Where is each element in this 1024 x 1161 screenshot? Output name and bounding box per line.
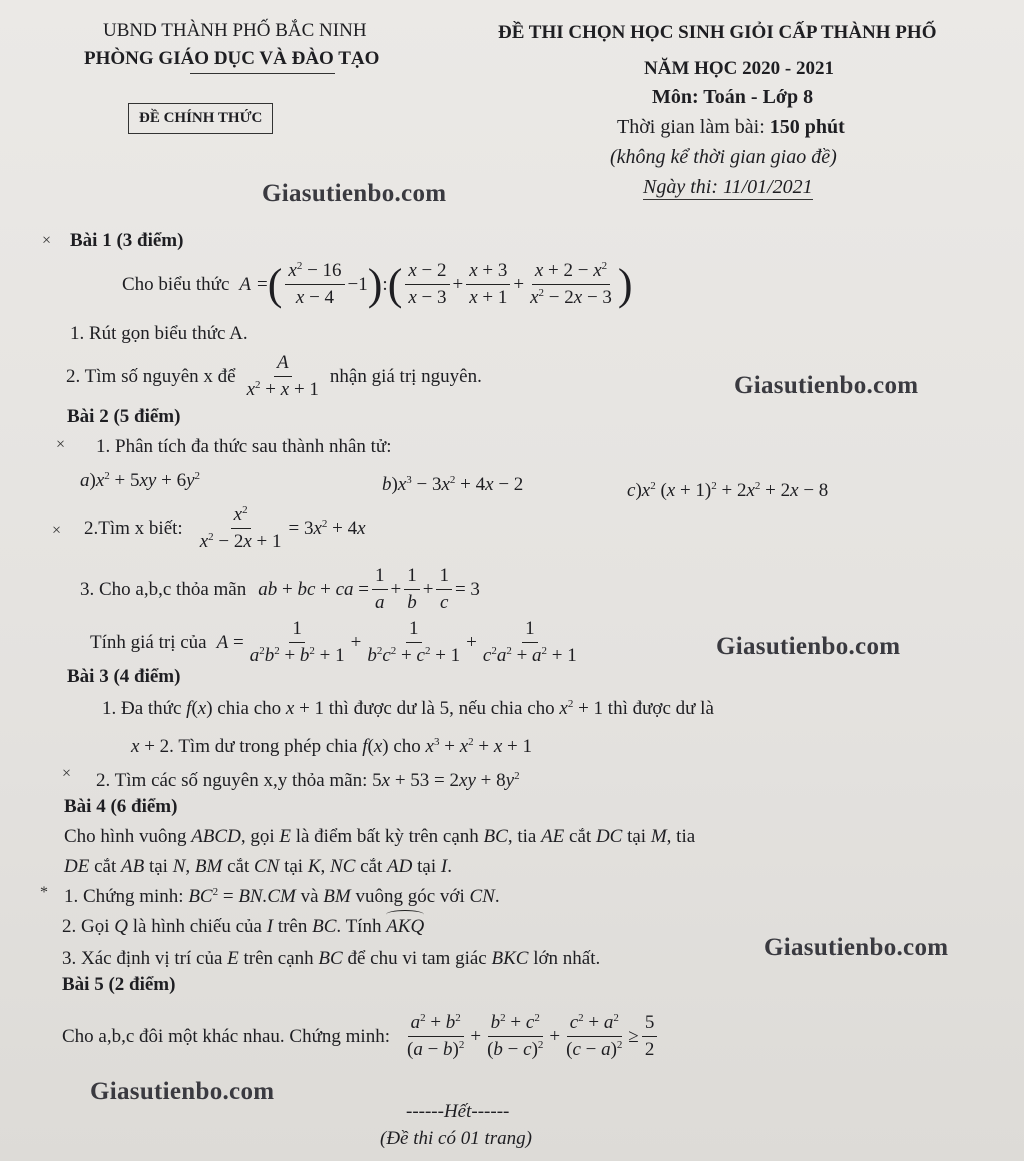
end-mark: ------Hết------ [406,1101,510,1122]
bai4-q3: 3. Xác định vị trí của E trên cạnh BC để chu vi tam giác BKC lớn nhất. [62,948,601,969]
bai4-q2-d: . Tính [336,916,382,937]
bai4-l2-a: cắt [94,856,117,877]
bai5-statement: Cho a,b,c đôi một khác nhau. Chứng minh: $\frac{a^2 + b^2}{(a - b)^2}$ + $\frac{b^2 + c^2}{(b - c)^2}$ + $\frac{c^2 + a^2}{(c - a)^2}$ ≥ $\frac{5}{2}$ [62,1012,660,1061]
margin-mark: × [52,522,62,539]
bai4-l1-c: là điểm bất kỳ trên cạnh [295,826,479,847]
bai3-q1-c: thì được dư là 5, nếu chia cho [328,698,555,719]
watermark: Giasutienbo.com [764,934,949,961]
bai4-q1-a: 1. Chứng minh: [64,886,184,907]
margin-mark: × [62,765,72,782]
margin-mark: × [42,232,52,249]
bai4-l1-f: tại [627,826,647,847]
bai4-l1-g: , tia [666,826,696,847]
bai2-q2-label: 2.Tìm x biết: [84,517,183,539]
bai4-q2-b: là hình chiếu của [132,916,262,937]
bai2-title: Bài 2 (5 điểm) [67,406,181,427]
watermark: Giasutienbo.com [90,1078,275,1105]
bai4-line1: Cho hình vuông ABCD, gọi E là điểm bất kỳ trên cạnh BC, tia AE cắt DC tại M, tia [64,826,696,847]
bai3-q1-e: . Tìm dư trong phép chia [169,736,358,757]
bai2-q3-b: Tính giá trị của [90,631,207,653]
bai4-q2-a: 2. Gọi [62,916,110,937]
watermark: Giasutienbo.com [734,372,919,399]
exam-date: Ngày thi: 11/01/2021 [643,176,813,198]
bai4-l2-h: tại [417,856,437,877]
bai3-q1-line2: x + 2. Tìm dư trong phép chia f(x) cho $x^3 + x^2 + x + 1$ [131,736,532,757]
bai4-l2-c: , [185,856,191,877]
margin-mark: × [56,436,66,453]
bai4-q1: 1. Chứng minh: $BC^2 = BN.CM$ và BM vuông góc với CN. [64,886,500,907]
bai1-q2: 2. Tìm số nguyên x để $\frac{A}{x^2 + x + 1}$ nhận giá trị nguyên. [66,352,482,400]
bai2-q1: 1. Phân tích đa thức sau thành nhân tử: [96,436,392,457]
bai4-q1-b: và [300,886,319,907]
time-line [617,116,845,139]
exam-title: ĐỀ THI CHỌN HỌC SINH GIỎI CẤP THÀNH PHỐ [498,22,937,43]
bai1-title: Bài 1 (3 điểm) [70,230,184,251]
bai2-q3-pre: 3. Cho a,b,c thỏa mãn [80,578,247,600]
bai3-q1-a: 1. Đa thức [102,698,182,719]
bai4-line2: DE cắt AB tại N, BM cắt CN tại K, NC cắt AD tại I. [64,856,452,877]
bai3-q1-line1: 1. Đa thức f(x) chia cho x + 1 thì được dư là 5, nếu chia cho $x^2 + 1$ thì được dư là [102,698,714,719]
bai1-q2-pre: 2. Tìm số nguyên x để [66,365,236,387]
bai4-q3-a: 3. Xác định vị trí của [62,948,223,969]
bai3-q1-b: chia cho [217,698,282,719]
bai4-l2-d: cắt [227,856,250,877]
bai3-q1-f: cho [393,736,421,757]
bai2-q3: 3. Cho a,b,c thỏa mãn ab + bc + ca = $\frac{1}{a}$ + $\frac{1}{b}$ + $\frac{1}{c}$ = 3 [80,565,480,613]
bai3-title: Bài 3 (4 điểm) [67,666,181,687]
bai1-intro: Cho biểu thức [122,273,230,295]
bai5-title: Bài 5 (2 điểm) [62,974,176,995]
bai4-title: Bài 4 (6 điểm) [64,796,178,817]
time-value: 150 phút [769,116,845,138]
bai4-l1-a: Cho hình vuông [64,826,187,847]
subject: Môn: Toán - Lớp 8 [652,86,814,108]
bai4-q3-d: lớn nhất. [533,948,601,969]
margin-mark: * [40,884,48,901]
bai4-q1-c: vuông góc với [355,886,465,907]
bai1-q2-post: nhận giá trị nguyên. [329,365,482,387]
bai3-q1-d: thì được dư là [607,698,714,719]
time-label: Thời gian làm bài: [617,116,770,138]
org-line2 [84,48,379,70]
bai4-l2-b: tại [148,856,168,877]
bai3-q2: 2. Tìm các số nguyên x,y thỏa mãn: $5x + 53 = 2xy + 8y^2$ [96,770,520,791]
header-rule [190,73,335,74]
org-line1: UBND THÀNH PHỐ BẮC NINH [103,20,367,41]
bai4-q3-c: để chu vi tam giác [347,948,487,969]
school-year: NĂM HỌC 2020 - 2021 [644,58,834,79]
bai3-q2-text: 2. Tìm các số nguyên x,y thỏa mãn: [96,770,368,791]
bai2-q1a: $a)x^2 + 5xy + 6y^2$ [80,470,201,491]
bai4-l2-e: tại [284,856,304,877]
page-count: (Đề thi có 01 trang) [380,1128,532,1149]
official-badge: ĐỀ CHÍNH THỨC [128,103,273,134]
bai4-q2-c: trên [277,916,308,937]
bai2-q2: 2.Tìm x biết: $\frac{x^2}{x^2 - 2x + 1}$ = $3x^2 + 4x$ [84,504,366,552]
bai2-q3-value: Tính giá trị của A = $\frac{1}{a^2b^2 + b^2 + 1}$ + $\frac{1}{b^2c^2 + c^2 + 1}$ + $\frac{1}{c^2a^2 + a^2 + 1}$ [90,618,577,666]
watermark: Giasutienbo.com [262,180,447,207]
bai1-expression: Cho biểu thức A = ( $\frac{x^2 - 16}{x - 4}$ −1 ) : ( $\frac{x - 2}{x - 3}$ + $\frac{x + 3}{x + 1}$ + $\frac{x + 2 - x^2}{x^2 - 2x - 3}$ ) [122,259,633,309]
org-line2-text: PHÒNG GIÁO DỤC VÀ ĐÀO TẠO [84,48,380,69]
bai4-l1-d: , tia [507,826,537,847]
bai4-l1-b: , gọi [240,826,275,847]
bai4-q3-b: trên cạnh [243,948,314,969]
bai5-text: Cho a,b,c đôi một khác nhau. Chứng minh: [62,1025,390,1047]
bai4-l2-f: , [320,856,326,877]
watermark: Giasutienbo.com [716,633,901,660]
bai1-q1: 1. Rút gọn biểu thức A. [70,323,248,344]
bai4-q2: 2. Gọi Q là hình chiếu của I trên BC. Tính AKQ [62,916,425,937]
bai4-l1-e: cắt [569,826,592,847]
bai2-q1b: $b)x^3 - 3x^2 + 4x - 2$ [382,474,524,495]
time-note: (không kể thời gian giao đề) [610,146,837,168]
bai2-q1c: $c)x^2$ $(x + 1)^2 + 2x^2 + 2x - 8$ [627,480,829,501]
bai4-l2-g: cắt [360,856,383,877]
